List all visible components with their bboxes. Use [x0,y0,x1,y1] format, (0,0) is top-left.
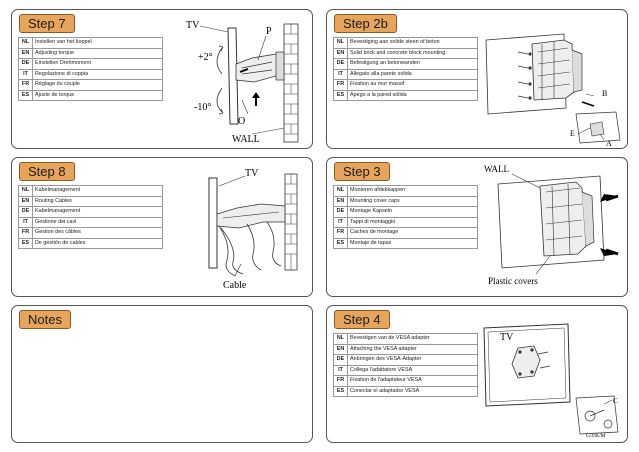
step-8-language-table [18,185,163,249]
a-label: A [606,139,612,148]
c-label: C [613,397,618,405]
table-row: NL Instellen van het koppel [19,38,163,49]
step-4-title: Step 4 [334,310,390,329]
table-row: NL Bevestigen van de VESA adapter [334,334,478,345]
wall-label: WALL [484,164,509,174]
table-row: FR Fixation de l'adaptateur VESA [334,376,478,387]
table-row: EN Mounting cover caps [334,196,478,207]
table-row: DE Anbringen des VESA-Adapter [334,355,478,366]
table-row: DE Einstellen Drehmoment [19,59,163,70]
table-row: ES De gestión de cables [19,238,163,249]
step-2b-language-table [333,37,478,101]
step-4-language-table [333,333,478,397]
table-row: ES Conectar el adaptador VESA [334,386,478,397]
cable-routing-diagram [187,164,307,294]
table-row: NL Monteren afdekkappen [334,186,478,197]
step-8-title: Step 8 [19,162,75,181]
cable-label: Cable [223,280,247,291]
e-label: E [570,129,575,138]
torque-adjust-diagram [172,16,307,146]
table-row: FR Caches de montage [334,228,478,239]
table-row: NL Bevestiging aan solide steen of beton [334,38,478,49]
table-row: FR Réglage du couple [19,80,163,91]
cover-caps-diagram [482,162,622,292]
tv-label: TV [245,168,259,179]
table-row: EN Routing Cables [19,196,163,207]
panel-step-4 [326,305,628,443]
vesa-adapter-diagram [482,320,622,440]
wall-label: WALL [232,134,260,145]
table-row: IT Tappi di montaggio [334,217,478,228]
table-row: FR Fixation au mur massif [334,80,478,91]
table-row: EN Solid brick and concrete block mounting [334,48,478,59]
table-row: DE Befestigung an betonwanden [334,59,478,70]
minus-angle-label: -10° [194,102,212,113]
step-2b-title: Step 2b [334,14,397,33]
panel-step-8 [11,157,313,297]
table-row: DE Montage Kapseln [334,207,478,218]
notes-title: Notes [19,310,71,329]
table-row: EN Adjusting torque [19,48,163,59]
step-7-title: Step 7 [19,14,75,33]
table-row: IT Gestione dei cavi [19,217,163,228]
tv-label: TV [500,332,514,343]
table-row: IT Collega l'adattatore VESA [334,365,478,376]
step-3-title: Step 3 [334,162,390,181]
panel-step-3 [326,157,628,297]
p-label: P [266,26,272,37]
panel-notes [11,305,313,443]
wall-mounting-diagram [482,30,622,146]
step-3-language-table [333,185,478,249]
table-row: NL Kabelmanagement [19,186,163,197]
step-7-language-table [18,37,163,101]
table-row: ES Ajuste de torque [19,90,163,101]
plastic-covers-label: Plastic covers [488,276,538,286]
tv-label: TV [186,20,200,31]
table-row: IT Allegato alla parete solida [334,69,478,80]
g-j-k-m-label: G/J/K/M [586,433,606,439]
panel-step-7 [11,9,313,149]
plus-angle-label: +2° [198,52,213,63]
table-row: FR Gestion des câbles [19,228,163,239]
table-row: ES Apego a la pared sólida [334,90,478,101]
table-row: DE Kabelmanagement [19,207,163,218]
o-label: O [238,116,246,127]
b-label: B [602,89,608,98]
panel-step-2b [326,9,628,149]
table-row: EN Attaching the VESA adapter [334,344,478,355]
table-row: IT Regolazione di coppia [19,69,163,80]
table-row: ES Montaje de tapas [334,238,478,249]
